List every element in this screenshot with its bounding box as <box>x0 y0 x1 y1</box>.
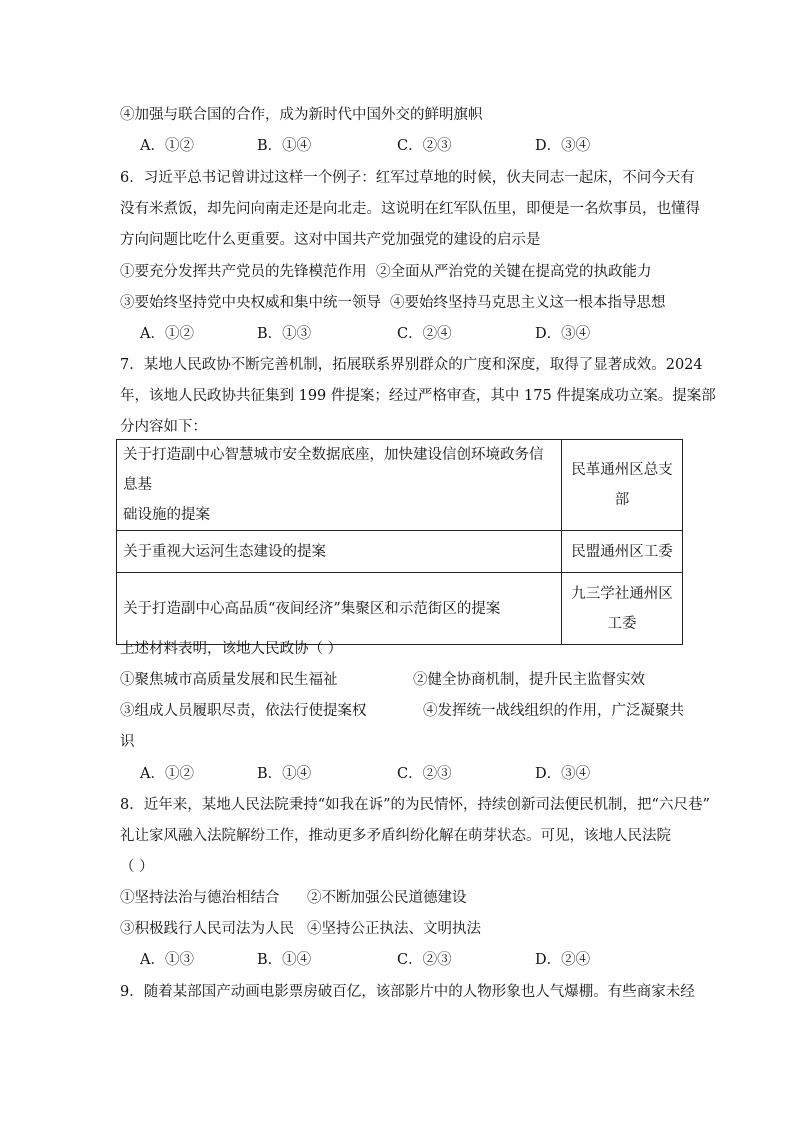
q5-option-a: A．①② <box>140 138 194 154</box>
proposal-title-line: 关于打造副中心智慧城市安全数据底座，加快建设信创环境政务信息基 <box>123 447 544 493</box>
q5-statement-4: ④加强与联合国的合作，成为新时代中国外交的鲜明旗帜 <box>120 107 483 123</box>
proposal-org-line: 部 <box>614 492 630 508</box>
q7-stem-line-1: 7．某地人民政协不断完善机制，拓展联系界别群众的广度和深度，取得了显著成效。2024 <box>120 357 703 373</box>
q5-option-d: D．③④ <box>535 138 591 154</box>
proposal-table <box>116 439 683 645</box>
q8-option-c: C．②③ <box>397 952 452 968</box>
q7-statement-4: ④发挥统一战线组织的作用，广泛凝聚共 <box>423 703 684 719</box>
proposal-org-line: 民革通州区总支 <box>571 462 673 478</box>
proposal-title: 关于重视大运河生态建设的提案 <box>117 531 562 573</box>
q7-statement-2: ②健全协商机制，提升民主监督实效 <box>413 672 645 688</box>
q8-statement-2: ②不断加强公民道德建设 <box>307 890 467 906</box>
q6-stem-line-2: 没有米煮饭，却先问向南走还是向北走。这说明在红军队伍里，即便是一名炊事员，也懂得 <box>120 201 700 217</box>
q6-option-a: A．①② <box>140 326 194 342</box>
table-row <box>117 440 683 531</box>
q6-option-c: C．②④ <box>397 326 452 342</box>
q7-option-d: D．③④ <box>535 766 591 782</box>
q8-statement-1: ①坚持法治与德治相结合 <box>120 890 280 906</box>
table-row <box>117 573 683 645</box>
q7-option-c: C．②③ <box>397 766 452 782</box>
proposal-org-line: 九三学社通州区 <box>571 585 673 602</box>
q7-statement-1: ①聚焦城市高质量发展和民生福祉 <box>120 672 338 688</box>
q8-statement-4: ④坚持公正执法、文明执法 <box>307 921 481 937</box>
q7-stem-line-3: 分内容如下： <box>120 419 207 435</box>
q6-option-b: B．①③ <box>257 326 312 342</box>
q5-option-b: B．①④ <box>257 138 312 154</box>
q7-statement-4-cont: 识 <box>120 734 135 750</box>
q5-option-c: C．②③ <box>397 138 452 154</box>
proposal-title <box>117 440 562 531</box>
q8-stem-line-3: （ ） <box>120 859 154 875</box>
q6-stem-line-3: 方向问题比吃什么更重要。这对中国共产党加强党的建设的启示是 <box>120 232 541 248</box>
q6-statement-2: ②全面从严治党的关键在提高党的执政能力 <box>376 264 652 280</box>
q6-option-d: D．③④ <box>535 326 591 342</box>
q8-statement-3: ③积极践行人民司法为人民 <box>120 921 294 937</box>
q8-option-d: D．②④ <box>535 952 591 968</box>
q7-option-a: A．①② <box>140 766 194 782</box>
proposal-title-line: 础设施的提案 <box>123 507 210 523</box>
q8-option-a: A．①③ <box>140 952 194 968</box>
proposal-org <box>562 573 683 645</box>
proposal-org: 民盟通州区工委 <box>562 531 683 573</box>
q6-statement-3: ③要始终坚持党中央权威和集中统一领导 <box>120 295 381 311</box>
q7-stem-line-2: 年，该地人民政协共征集到 199 件提案；经过严格审查，其中 175 件提案成功立案。提案部 <box>120 388 716 404</box>
q8-stem-line-1: 8．近年来，某地人民法院秉持“如我在诉”的为民情怀，持续创新司法便民机制，把“六尺巷” <box>120 797 710 813</box>
q6-stem-line-1: 6．习近平总书记曾讲过这样一个例子：红军过草地的时候，伙夫同志一起床，不问今天有 <box>120 170 695 186</box>
proposal-org <box>562 440 683 531</box>
q8-stem-line-2: 礼让家风融入法院解纷工作，推动更多矛盾纠纷化解在萌芽状态。可见，该地人民法院 <box>120 828 671 844</box>
q7-option-b: B．①④ <box>257 766 312 782</box>
q6-statement-4: ④要始终坚持马克思主义这一根本指导思想 <box>390 295 666 311</box>
q6-statement-1: ①要充分发挥共产党员的先锋模范作用 <box>120 264 367 280</box>
q9-stem-line-1: 9．随着某部国产动画电影票房破百亿，该部影片中的人物形象也人气爆棚。有些商家未经 <box>120 984 695 1000</box>
q7-question-stem: 上述材料表明，该地人民政协（ ） <box>120 641 343 657</box>
q8-option-b: B．①④ <box>257 952 312 968</box>
proposal-title: 关于打造副中心高品质“夜间经济”集聚区和示范街区的提案 <box>117 573 562 645</box>
q7-statement-3: ③组成人员履职尽责，依法行使提案权 <box>120 703 367 719</box>
proposal-org-line: 工委 <box>607 615 637 632</box>
table-row <box>117 531 683 573</box>
